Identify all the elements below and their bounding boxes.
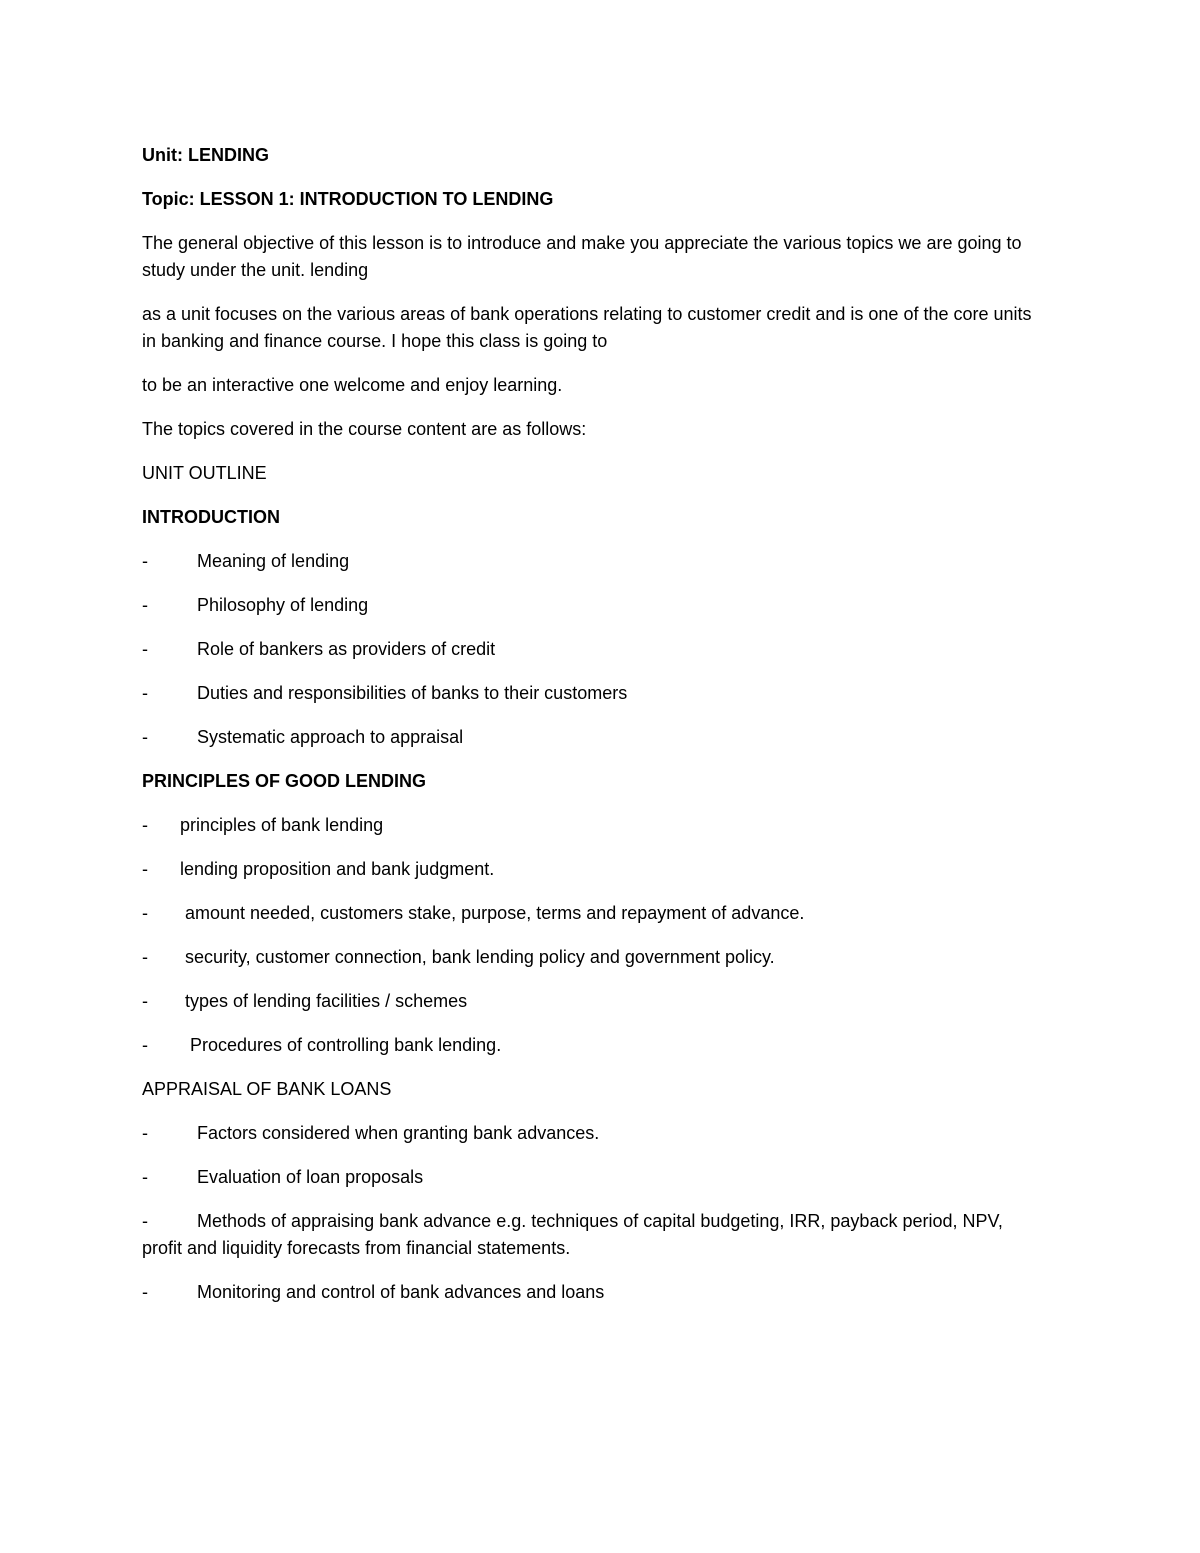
- list-item: - Duties and responsibilities of banks to their customers: [142, 683, 628, 703]
- list-item: - Role of bankers as providers of credit: [142, 639, 496, 659]
- focus-paragraph: as a unit focuses on the various areas of bank operations relating to customer credit and is one of the core units in banking and finance course. I hope this class is going to: [142, 304, 1032, 351]
- list-item: - types of lending facilities / schemes: [142, 991, 468, 1011]
- list-item-text: principles of bank lending: [180, 815, 384, 835]
- list-item: - Evaluation of loan proposals: [142, 1167, 424, 1187]
- list-item-text: Meaning of lending: [197, 551, 350, 571]
- list-item: - Methods of appraising bank advance e.g. techniques of capital budgeting, IRR, payback period, NPV, profit and liquidity forecasts from financial statements.: [142, 1211, 1003, 1258]
- welcome-paragraph: to be an interactive one welcome and enjoy learning.: [142, 375, 563, 395]
- unit-title: Unit: LENDING: [142, 145, 269, 165]
- topics-intro-paragraph: The topics covered in the course content are as follows:: [142, 419, 587, 439]
- list-item-text: Procedures of controlling bank lending.: [190, 1035, 502, 1055]
- list-item-text: Philosophy of lending: [197, 595, 369, 615]
- list-item: - lending proposition and bank judgment.: [142, 859, 495, 879]
- list-item-text: Role of bankers as providers of credit: [197, 639, 496, 659]
- section-heading-principles: PRINCIPLES OF GOOD LENDING: [142, 771, 427, 791]
- list-item-text: types of lending facilities / schemes: [185, 991, 468, 1011]
- list-item-text: amount needed, customers stake, purpose, terms and repayment of advance.: [185, 903, 805, 923]
- list-item-text: Monitoring and control of bank advances and loans: [197, 1282, 605, 1302]
- list-item: - security, customer connection, bank lending policy and government policy.: [142, 947, 775, 967]
- list-item: - Factors considered when granting bank advances.: [142, 1123, 600, 1143]
- list-item: - amount needed, customers stake, purpose, terms and repayment of advance.: [142, 903, 805, 923]
- list-item-text: Evaluation of loan proposals: [197, 1167, 424, 1187]
- section-heading-appraisal: APPRAISAL OF BANK LOANS: [142, 1079, 392, 1099]
- section-heading-introduction: INTRODUCTION: [142, 507, 280, 527]
- document-body: [142, 142, 1042, 1323]
- list-item: - Meaning of lending: [142, 551, 350, 571]
- list-item: - Systematic approach to appraisal: [142, 727, 464, 747]
- list-item-text: lending proposition and bank judgment.: [180, 859, 495, 879]
- objective-paragraph: The general objective of this lesson is to introduce and make you appreciate the various topics we are going to study under the unit. lending: [142, 233, 1022, 280]
- list-item: - Philosophy of lending: [142, 595, 369, 615]
- outline-heading: UNIT OUTLINE: [142, 463, 267, 483]
- list-item: - Monitoring and control of bank advances and loans: [142, 1282, 605, 1302]
- list-item: - Procedures of controlling bank lending.: [142, 1035, 502, 1055]
- list-item-text: Duties and responsibilities of banks to their customers: [197, 683, 628, 703]
- topic-title: Topic: LESSON 1: INTRODUCTION TO LENDING: [142, 189, 554, 209]
- list-item: - principles of bank lending: [142, 815, 384, 835]
- list-item-text: Factors considered when granting bank advances.: [197, 1123, 600, 1143]
- list-item-text: security, customer connection, bank lending policy and government policy.: [185, 947, 775, 967]
- list-item-text: Methods of appraising bank advance e.g. techniques of capital budgeting, IRR, payback period, NPV, profit and liquidity forecasts from financial statements.: [142, 1211, 1003, 1258]
- list-item-text: Systematic approach to appraisal: [197, 727, 464, 747]
